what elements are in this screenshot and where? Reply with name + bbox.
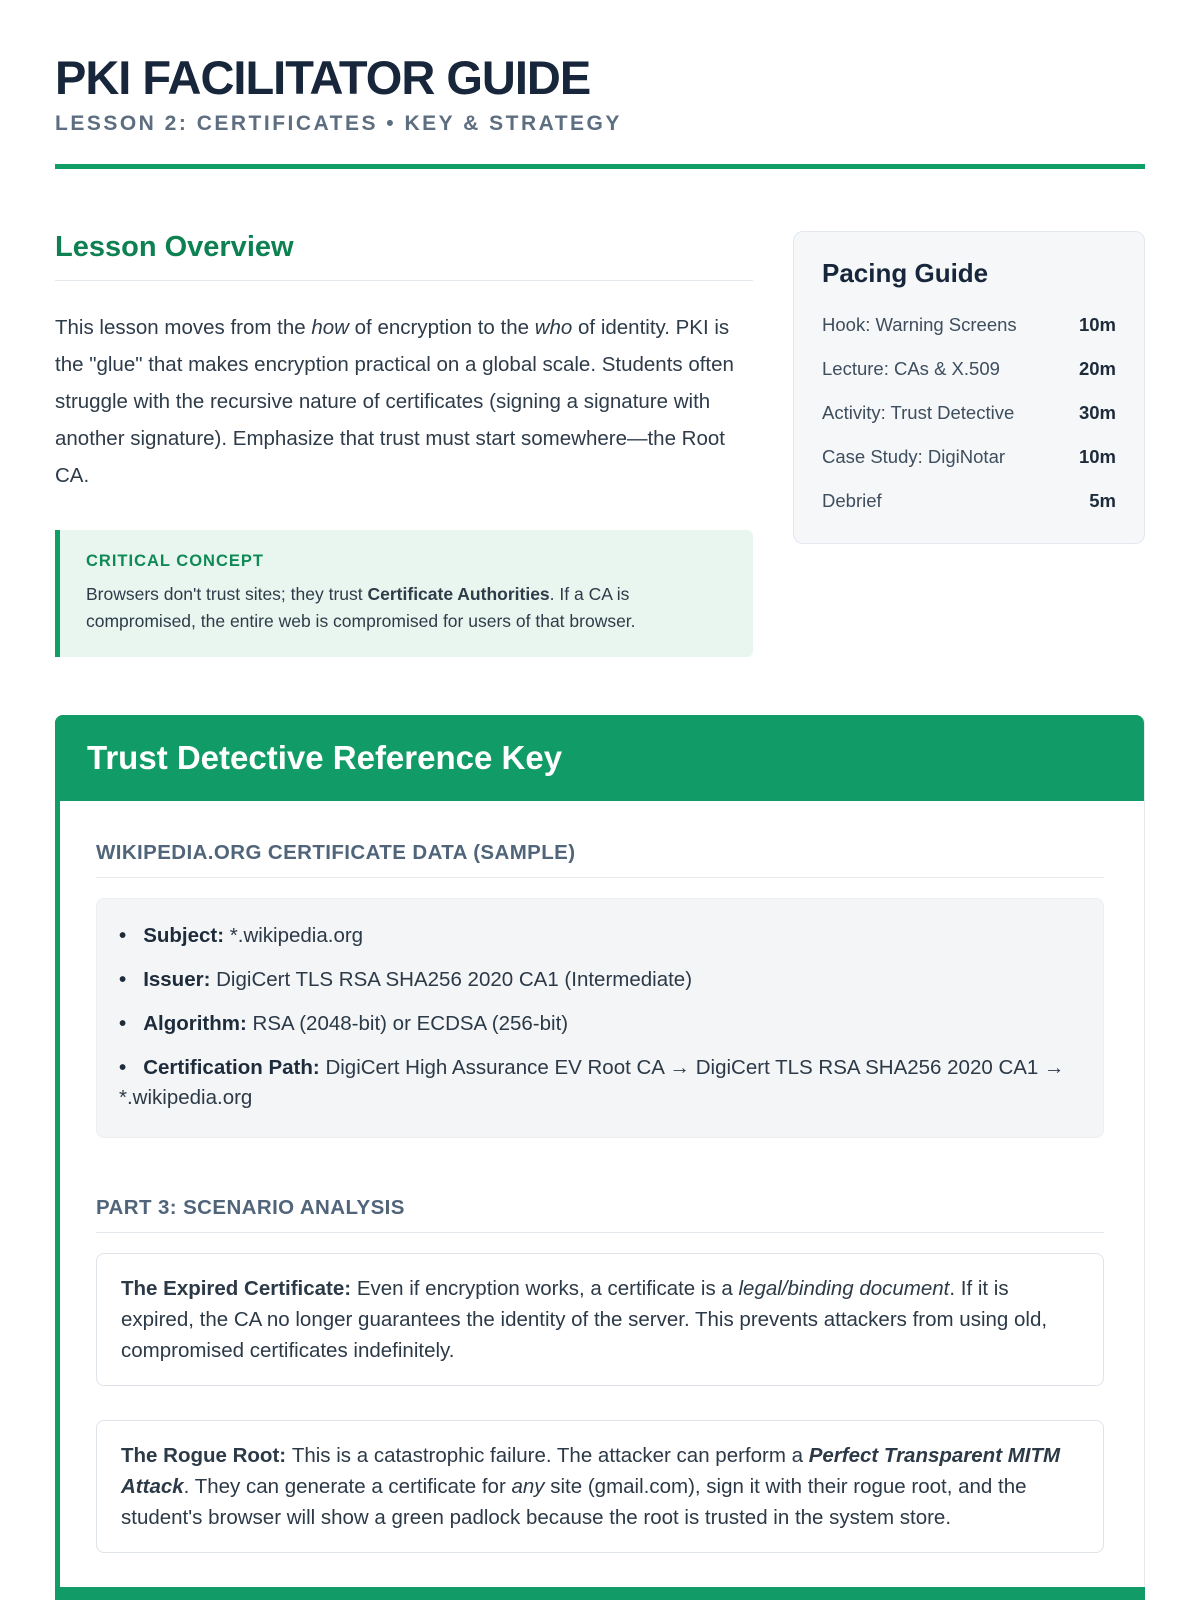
callout-title: CRITICAL CONCEPT — [86, 551, 264, 570]
callout-body: Browsers don't trust sites; they trust Certificate Authorities. If a CA is compromised, the entire web is compromised for users of that browser. — [86, 583, 636, 631]
pacing-guide-card — [793, 231, 1145, 544]
scenario-heading: PART 3: SCENARIO ANALYSIS — [96, 1195, 405, 1219]
pacing-row-time: 10m — [1078, 445, 1116, 467]
trust-detective-reference-card — [55, 715, 1145, 1600]
cert-item-value: RSA (2048-bit) or ECDSA (256-bit) — [252, 1011, 569, 1035]
overview-heading-rule — [55, 280, 753, 281]
pacing-guide-title: Pacing Guide — [822, 257, 989, 288]
cert-item-label: Algorithm: — [143, 1011, 247, 1035]
cert-item-subject — [119, 921, 1077, 951]
pacing-row — [822, 391, 1116, 435]
scenario-box-expired-certificate: The Expired Certificate: Even if encryption works, a certificate is a legal/binding document. If it is expired, the CA no longer guarantees the identity of the server. This prevents attackers from using old, compromised certificates indefinitely. — [96, 1253, 1104, 1386]
pacing-row-label: Debrief — [822, 489, 882, 511]
cert-item-label: Issuer: — [143, 967, 211, 991]
pacing-row-label: Lecture: CAs & X.509 — [822, 357, 1000, 379]
reference-card-body — [60, 801, 1144, 1600]
cert-data-box — [96, 898, 1104, 1138]
bullet-icon — [119, 968, 143, 991]
overview-heading: Lesson Overview — [55, 230, 294, 263]
next-section-header-bar — [55, 1587, 1145, 1600]
overview-section — [55, 231, 1145, 657]
scenario-box-rogue-root: The Rogue Root: This is a catastrophic failure. The attacker can perform a Perfect Transparent MITM Attack. They can generate a certificate for any site (gmail.com), sign it with their rogue root, and the student's browser will show a green padlock because the root is trusted in the system store. — [96, 1420, 1104, 1553]
header-divider-rule — [55, 164, 1145, 169]
pacing-row — [822, 435, 1116, 479]
cert-item-certification-path — [119, 1053, 1077, 1113]
cert-data-heading: WIKIPEDIA.ORG CERTIFICATE DATA (SAMPLE) — [96, 840, 576, 864]
pacing-row-time: 10m — [1078, 313, 1116, 335]
bullet-icon — [119, 1012, 143, 1035]
scenario-section — [96, 1196, 1104, 1233]
cert-item-value: DigiCert High Assurance EV Root CA → DigiCert TLS RSA SHA256 2020 CA1 → *.wikipedia.org — [119, 1055, 1065, 1109]
bullet-icon — [119, 924, 143, 947]
pacing-row-label: Activity: Trust Detective — [822, 401, 1015, 423]
critical-concept-callout — [55, 530, 753, 657]
cert-item-issuer — [119, 965, 1077, 995]
bullet-icon — [119, 1056, 143, 1079]
cert-item-algorithm — [119, 1009, 1077, 1039]
overview-column — [55, 231, 753, 657]
cert-item-label: Subject: — [143, 923, 225, 947]
page-title: PKI FACILITATOR GUIDE — [55, 51, 591, 104]
pacing-row — [822, 303, 1116, 347]
cert-item-label: Certification Path: — [143, 1055, 320, 1079]
pacing-row-time: 30m — [1078, 401, 1116, 423]
pacing-row-time: 20m — [1078, 357, 1116, 379]
pacing-row-label: Hook: Warning Screens — [822, 313, 1017, 335]
scenario-heading-rule — [96, 1232, 1104, 1233]
cert-data-heading-rule — [96, 877, 1104, 878]
pacing-row — [822, 479, 1116, 523]
cert-item-value: *.wikipedia.org — [229, 923, 364, 947]
overview-paragraph: This lesson moves from the how of encryption to the who of identity. PKI is the "glue" that makes encryption practical on a global scale. Students often struggle with the recursive nature of certificates (signing a signature with another signature). Emphasize that trust must start somewhere—the Root CA. — [55, 315, 734, 487]
reference-card-header: Trust Detective Reference Key — [55, 715, 1144, 801]
page-subtitle: LESSON 2: CERTIFICATES • KEY & STRATEGY — [55, 111, 622, 135]
cert-item-value: DigiCert TLS RSA SHA256 2020 CA1 (Intermediate) — [216, 967, 693, 991]
pacing-row-time: 5m — [1089, 489, 1116, 511]
pacing-row — [822, 347, 1116, 391]
pacing-row-label: Case Study: DigiNotar — [822, 445, 1006, 467]
